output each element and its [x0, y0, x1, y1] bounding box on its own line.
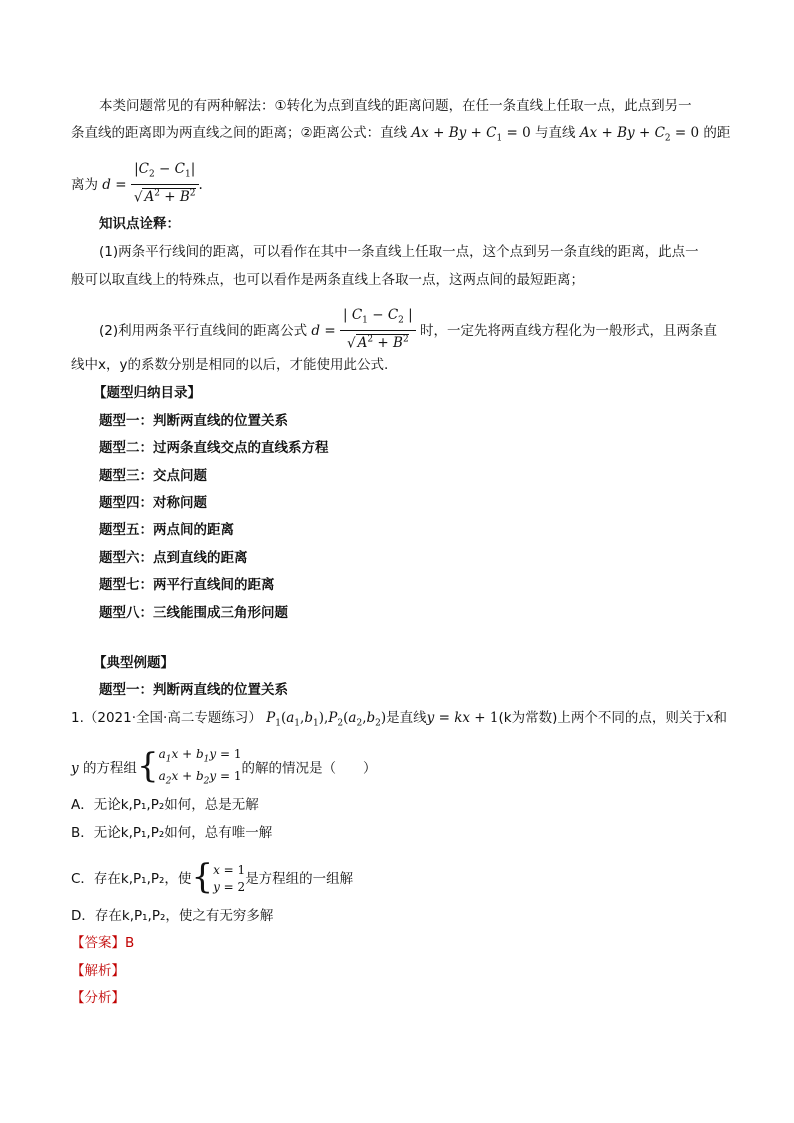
- question-1-line2: y 的方程组{ $a_1x + b_1y = 1$ $a_2x + b_2y = 1$ 的解的情况是（ ）: [71, 746, 376, 791]
- answer-line: [71, 933, 134, 953]
- option-d: D．存在k,P₁,P₂，使之有无穷多解: [71, 908, 274, 924]
- catalog-item: 题型八：三线能围成三角形问题: [99, 605, 288, 621]
- question-type-1: 题型一：判断两直线的位置关系: [99, 682, 288, 698]
- explain-p1-line1: (1)两条平行线间的距离，可以看作在其中一条直线上任取一点，这个点到另一条直线的距离，此点一: [99, 244, 699, 260]
- distance-formula-1: $\frac{|C_2 - C_1|}{√ A^2 + B^2}$: [131, 160, 199, 206]
- distance-formula-2: $\frac{| C_1 - C_2 |}{√ A^2 + B^2}$: [340, 306, 416, 352]
- catalog-item: 题型七：两平行直线间的距离: [99, 577, 275, 593]
- solution-system: x = 1 y = 2: [213, 863, 246, 894]
- explain-p2-line2: 线中x，y的系数分别是相同的以后，才能使用此公式.: [71, 357, 389, 373]
- catalog-item: 题型二：过两条直线交点的直线系方程: [99, 440, 329, 456]
- catalog-item: 题型一：判断两直线的位置关系: [99, 413, 288, 429]
- option-c: C．存在k,P₁,P₂，使{ x = 1 y = 2 是方程组的一组解: [71, 857, 354, 897]
- option-b: B．无论k,P₁,P₂如何，总有唯一解: [71, 825, 273, 841]
- answer-label: 【答案】: [71, 935, 125, 951]
- intro-line-2: 条直线的距离即为两直线之间的距离；②距离公式：直线 $Ax + By + C_1 = 0$ 与直线 $Ax + By + C_2 = 0$ 的距: [71, 125, 731, 144]
- question-1-line1: 1.（2021·全国·高二专题练习） $P_1(a_1,b_1),P_2(a_2,b_2)$是直线y = kx + 1(k为常数)上两个不同的点，则关于x和: [71, 710, 727, 729]
- catalog-item: 题型四：对称问题: [99, 495, 207, 511]
- option-a: A．无论k,P₁,P₂如何，总是无解: [71, 797, 259, 813]
- catalog-heading: 【题型归纳目录】: [93, 385, 201, 401]
- explain-p2-line1: (2)利用两条平行直线间的距离公式 d = $\frac{| C_1 - C_2 |}{√ A^2 + B^2}$ 时，一定先将两直线方程化为一般形式，且两条直: [99, 307, 718, 352]
- explain-p1-line2: 般可以取直线上的特殊点，也可以看作是两条直线上各取一点，这两点间的最短距离；: [71, 272, 584, 288]
- explain-heading: 知识点诠释：: [99, 216, 180, 232]
- catalog-item: 题型六：点到直线的距离: [99, 550, 248, 566]
- answer-value: B: [125, 935, 135, 951]
- analysis-label: 【解析】: [71, 963, 125, 979]
- catalog-item: 题型五：两点间的距离: [99, 522, 234, 538]
- intro-line-1: 本类问题常见的有两种解法：①转化为点到直线的距离问题，在任一条直线上任取一点，此点到另一: [99, 98, 692, 114]
- fenxi-label: 【分析】: [71, 990, 125, 1006]
- catalog-item: 题型三：交点问题: [99, 468, 207, 484]
- examples-heading: 【典型例题】: [93, 655, 174, 671]
- equation-system: $a_1x + b_1y = 1$ $a_2x + b_2y = 1$: [158, 747, 242, 787]
- intro-line-3: 离为 d = $\frac{|C_2 - C_1|}{√ A^2 + B^2}$ .: [71, 161, 203, 206]
